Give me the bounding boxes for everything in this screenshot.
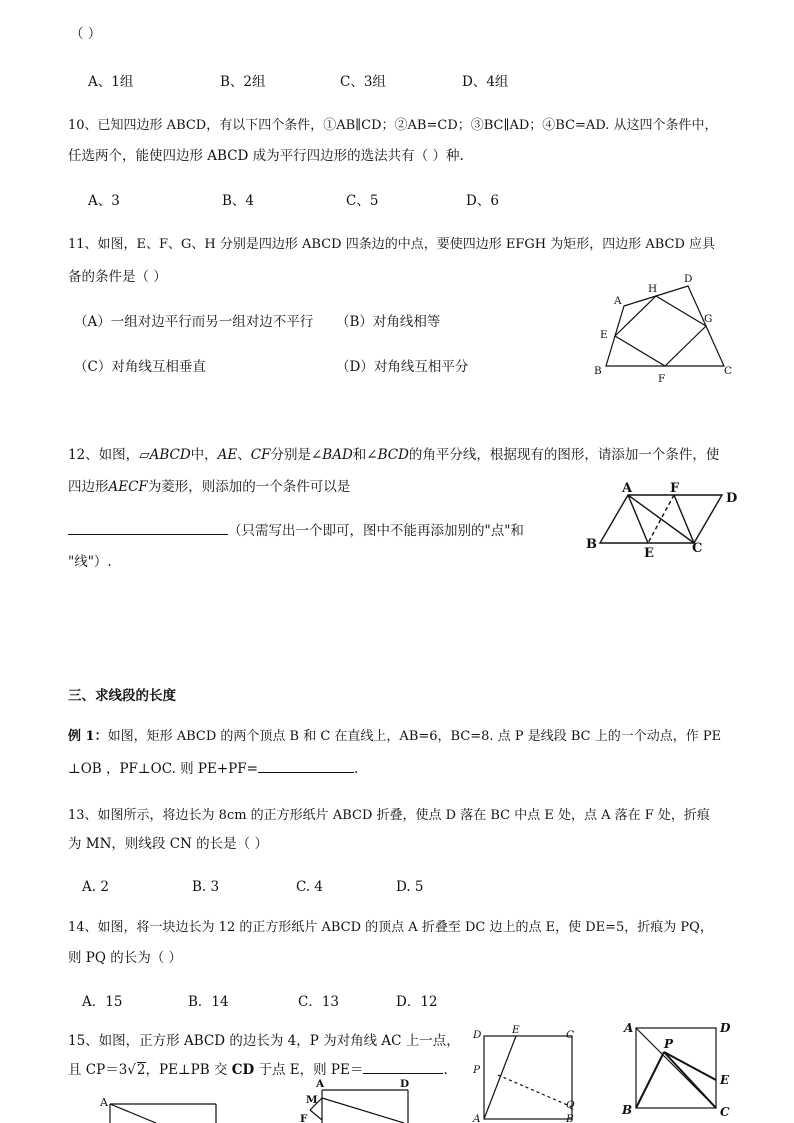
q13-line2: 为 MN，则线段 CN 的长是（ ） [68, 836, 268, 852]
q11-option-b: （B）对角线相等 [336, 314, 441, 330]
q14-line1: 14、如图，将一块边长为 12 的正方形纸片 ABCD 的顶点 A 折叠至 DC 边上的点 E，使 DE=5，折痕为 PQ， [68, 920, 713, 935]
q12-label-d: D [726, 491, 738, 506]
q15-square-figure [618, 1018, 740, 1123]
q15-fig-label-e: E [720, 1073, 730, 1087]
sqrt-symbol: √ [127, 1062, 136, 1078]
q11-quadrilateral-figure [588, 268, 740, 386]
q14-fig-label-p: P [473, 1064, 481, 1076]
q10-option-a: A、3 [88, 193, 120, 209]
q12-line4: "线"）. [68, 554, 112, 570]
q12-label-b: B [586, 537, 597, 552]
q9-answer-paren: （ ） [70, 26, 102, 42]
q9-option-d: D、4组 [462, 74, 509, 90]
q14-fig-label-e: E [512, 1024, 520, 1036]
q13-option-d: D. 5 [396, 879, 424, 895]
example1-answer-blank[interactable] [258, 758, 354, 773]
q-partial-figure-left [96, 1092, 220, 1123]
partial-left-label-a: A [100, 1096, 108, 1109]
q13-fig-label-d: D [400, 1078, 410, 1090]
q10-line2: 任选两个，能使四边形 ABCD 成为平行四边形的选法共有（ ）种. [68, 148, 464, 164]
q10-line1: 10、已知四边形 ABCD，有以下四个条件，①AB∥CD；②AB=CD；③BC∥AD；④BC=AD. 从这四个条件中， [68, 118, 718, 133]
q15-fig-label-d: D [720, 1021, 731, 1035]
q12-label-a: A [622, 481, 633, 496]
q10-option-d: D、6 [466, 193, 499, 209]
q9-option-a: A、1组 [88, 74, 134, 90]
q11-line1: 11、如图，E、F、G、H 分别是四边形 ABCD 四条边的中点，要使四边形 EFGH 为矩形，四边形 ABCD 应具 [68, 237, 716, 252]
q13-fig-label-a: A [316, 1078, 325, 1090]
q13-option-a: A. 2 [82, 879, 109, 895]
q13-fig-label-f: F [300, 1113, 308, 1123]
q11-option-d: （D）对角线互相平分 [336, 359, 469, 375]
q14-fig-label-c: C [566, 1029, 575, 1041]
q14-square-fold-figure [464, 1022, 584, 1123]
q11-line2: 备的条件是（ ） [68, 269, 167, 285]
q9-option-c: C、3组 [340, 74, 386, 90]
q15-fig-label-a: A [624, 1021, 634, 1035]
q11-label-c: C [724, 365, 733, 377]
q12-answer-blank[interactable] [68, 520, 228, 535]
q14-option-a: A．15 [82, 994, 123, 1010]
q12-label-e: E [644, 546, 654, 561]
q12-line1: 12、如图，▱ABCD中，AE、CF分别是∠BAD和∠BCD的角平分线，根据现有的图形，请添加一个条件，使 [68, 447, 720, 463]
q12-line2: 四边形AECF为菱形，则添加的一个条件可以是 [68, 479, 351, 495]
q14-fig-label-b: B [566, 1113, 574, 1123]
q11-label-f: F [658, 373, 666, 385]
q11-label-b: B [594, 365, 602, 377]
q14-fig-label-d: D [473, 1029, 482, 1041]
q10-option-c: C、5 [346, 193, 379, 209]
q14-fig-label-a: A [473, 1113, 481, 1123]
q12-line3: （只需写出一个即可，图中不能再添加别的"点"和 [68, 520, 524, 541]
q14-fig-label-q: Q [566, 1099, 575, 1111]
example1-line2: ⊥OB ，PF⊥OC. 则 PE+PF= . [68, 758, 358, 779]
q11-label-a: A [614, 295, 622, 307]
q11-option-a: （A）一组对边平行而另一组对边不平行 [74, 314, 314, 330]
q10-option-b: B、4 [222, 193, 255, 209]
q13-line1: 13、如图所示，将边长为 8cm 的正方形纸片 ABCD 折叠，使点 D 落在 BC 中点 E 处，点 A 落在 F 处，折痕 [68, 808, 710, 823]
q15-line2: 且 CP＝3√2，PE⊥PB 交 CD 于点 E，则 PE＝ . [68, 1059, 448, 1080]
q9-option-b: B、2组 [220, 74, 266, 90]
q13-option-b: B. 3 [192, 879, 220, 895]
q13-partial-figure [296, 1076, 416, 1123]
q11-label-g: G [704, 313, 713, 325]
q11-option-c: （C）对角线互相垂直 [74, 359, 206, 375]
q15-line1: 15、如图，正方形 ABCD 的边长为 4，P 为对角线 AC 上一点， [68, 1033, 460, 1049]
q12-label-c: C [692, 541, 703, 556]
q15-fig-label-c: C [720, 1105, 730, 1119]
section3-title: 三、求线段的长度 [68, 688, 176, 704]
q11-label-e: E [600, 329, 608, 341]
q14-line2: 则 PQ 的长为（ ） [68, 950, 183, 966]
example1-line1: 例 1：如图，矩形 ABCD 的两个顶点 B 和 C 在直线上，AB=6，BC=8. 点 P 是线段 BC 上的一个动点，作 PE [68, 729, 722, 744]
q14-option-c: C．13 [298, 994, 340, 1010]
q13-option-c: C. 4 [296, 879, 324, 895]
q14-option-d: D．12 [396, 994, 438, 1010]
q15-fig-label-p: P [664, 1037, 674, 1051]
q13-fig-label-m: M [306, 1094, 318, 1106]
q11-label-d: D [684, 273, 693, 285]
q11-label-h: H [648, 283, 658, 295]
q15-fig-label-b: B [622, 1103, 633, 1117]
q12-label-f: F [670, 481, 680, 496]
q12-parallelogram-figure [582, 480, 742, 562]
q14-option-b: B．14 [188, 994, 229, 1010]
q15-answer-blank[interactable] [363, 1059, 443, 1074]
